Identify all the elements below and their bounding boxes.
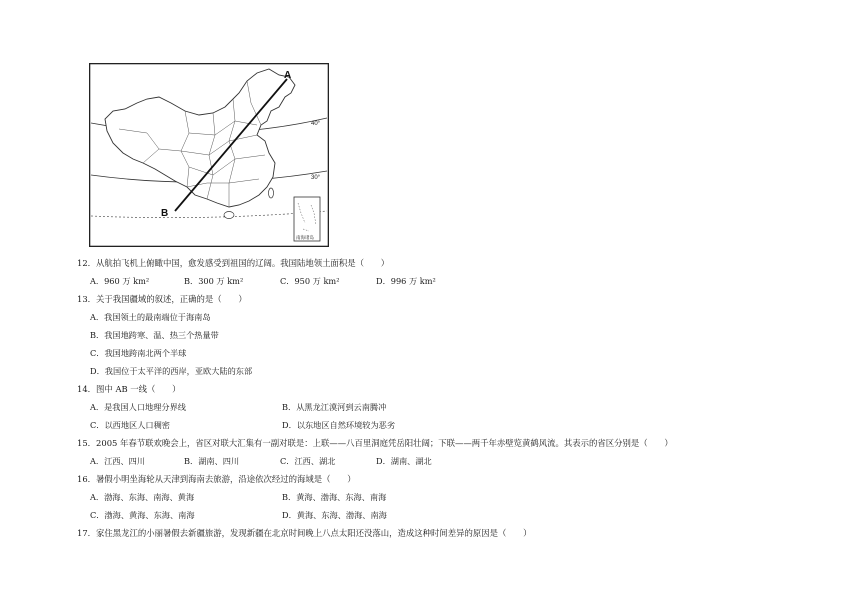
q15-option-d: D．湖南、湖北 bbox=[376, 456, 432, 466]
label-b: B bbox=[161, 208, 169, 219]
hainan-island bbox=[224, 212, 234, 219]
label-lat-40: 40° bbox=[311, 121, 321, 127]
south-china-sea-inset bbox=[294, 197, 320, 241]
q15-option-a: A．江西、四川 bbox=[90, 456, 146, 466]
q14-option-c: C．以西地区人口稠密 bbox=[90, 420, 170, 430]
label-lat-30: 30° bbox=[311, 175, 321, 181]
q12-option-d: D．996 万 km² bbox=[376, 276, 436, 286]
question-15-stem: 15．2005 年春节联欢晚会上，省区对联大汇集有一副对联是：上联——八百里洞庭凭岳阳壮阔；下联——两千年赤壁览黄鹤风流。其表示的省区分别是（ ） bbox=[77, 438, 673, 448]
q13-option-a: A．我国领土的最南端位于海南岛 bbox=[90, 312, 211, 322]
q12-option-b: B．300 万 km² bbox=[184, 276, 244, 286]
q12-option-a: A．960 万 km² bbox=[90, 276, 150, 286]
q16-option-a: A．渤海、东海、南海、黄海 bbox=[90, 492, 195, 502]
q16-option-c: C．渤海、黄海、东海、南海 bbox=[90, 510, 195, 520]
question-14-stem: 14．图中 AB 一线（ ） bbox=[77, 384, 181, 394]
china-map-figure bbox=[89, 63, 329, 247]
q16-option-d: D．黄海、东海、渤海、南海 bbox=[282, 510, 387, 520]
q14-option-d: D．以东地区自然环境较为恶劣 bbox=[282, 420, 396, 430]
q12-option-c: C．950 万 km² bbox=[280, 276, 340, 286]
inset-label: 南海诸岛 bbox=[296, 236, 314, 241]
question-17-stem: 17．家住黑龙江的小丽暑假去新疆旅游，发现新疆在北京时间晚上八点太阳还没落山，造成这种时间差异的原因是（ ） bbox=[77, 528, 532, 538]
question-13-stem: 13．关于我国疆域的叙述，正确的是（ ） bbox=[77, 294, 247, 304]
q14-option-a: A．是我国人口地理分界线 bbox=[90, 402, 186, 412]
q13-option-d: D．我国位于太平洋的西岸，亚欧大陆的东部 bbox=[90, 366, 253, 376]
question-12-stem: 12．从航拍飞机上俯瞰中国，愈发感受到祖国的辽阔。我国陆地领土面积是（ ） bbox=[77, 258, 390, 268]
taiwan-island bbox=[269, 188, 274, 198]
q15-option-c: C．江西、湖北 bbox=[280, 456, 336, 466]
q14-option-b: B．从黑龙江漠河到云南腾冲 bbox=[282, 402, 387, 412]
q13-option-c: C．我国地跨南北两个半球 bbox=[90, 348, 187, 358]
q16-option-b: B．黄海、渤海、东海、南海 bbox=[282, 492, 387, 502]
question-16-stem: 16．暑假小明坐海轮从天津到海南去旅游，沿途依次经过的海域是（ ） bbox=[77, 474, 356, 484]
q15-option-b: B．湖南、四川 bbox=[184, 456, 240, 466]
label-a: A bbox=[284, 70, 292, 81]
q13-option-b: B．我国地跨寒、温、热三个热量带 bbox=[90, 330, 219, 340]
